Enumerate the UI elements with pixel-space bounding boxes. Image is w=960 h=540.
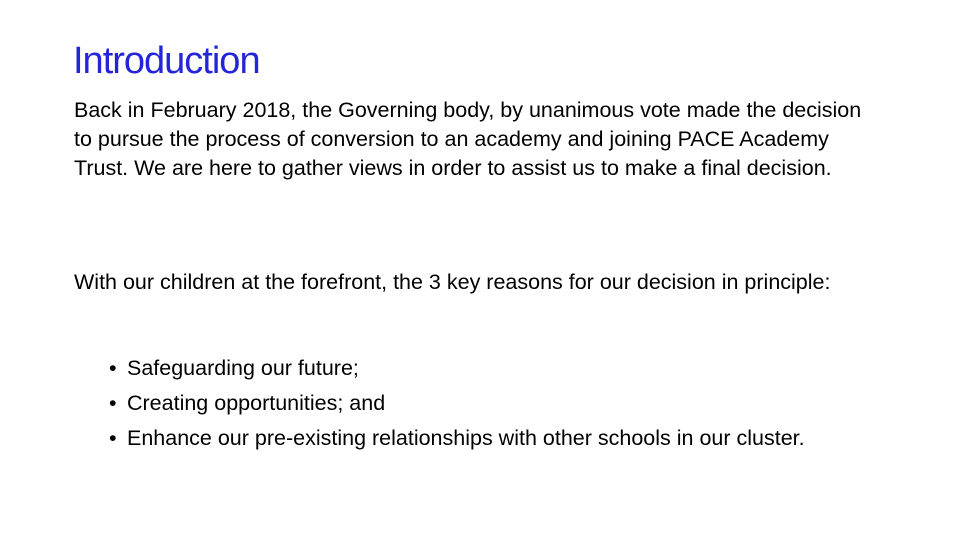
list-item-text: Creating opportunities; and [127, 391, 386, 415]
bullet-icon: • [109, 391, 117, 415]
list-item-text: Safeguarding our future; [127, 356, 359, 380]
reasons-paragraph: With our children at the forefront, the 3 key reasons for our decision in principle: [74, 270, 831, 294]
bullet-icon: • [109, 426, 117, 450]
list-item-text: Enhance our pre-existing relationships with other schools in our cluster. [127, 426, 805, 450]
intro-paragraph: Back in February 2018, the Governing body, by unanimous vote made the decision to pursue the process of conversion to an academy and joining PACE Academy Trust. We are here to gather views in order to assist us to make a final decision. [74, 98, 862, 180]
slide-title: Introduction [73, 40, 260, 82]
bullet-icon: • [109, 356, 117, 380]
list-item [109, 389, 889, 418]
reasons-list [109, 354, 889, 459]
list-item [109, 424, 889, 453]
list-item [109, 354, 889, 383]
